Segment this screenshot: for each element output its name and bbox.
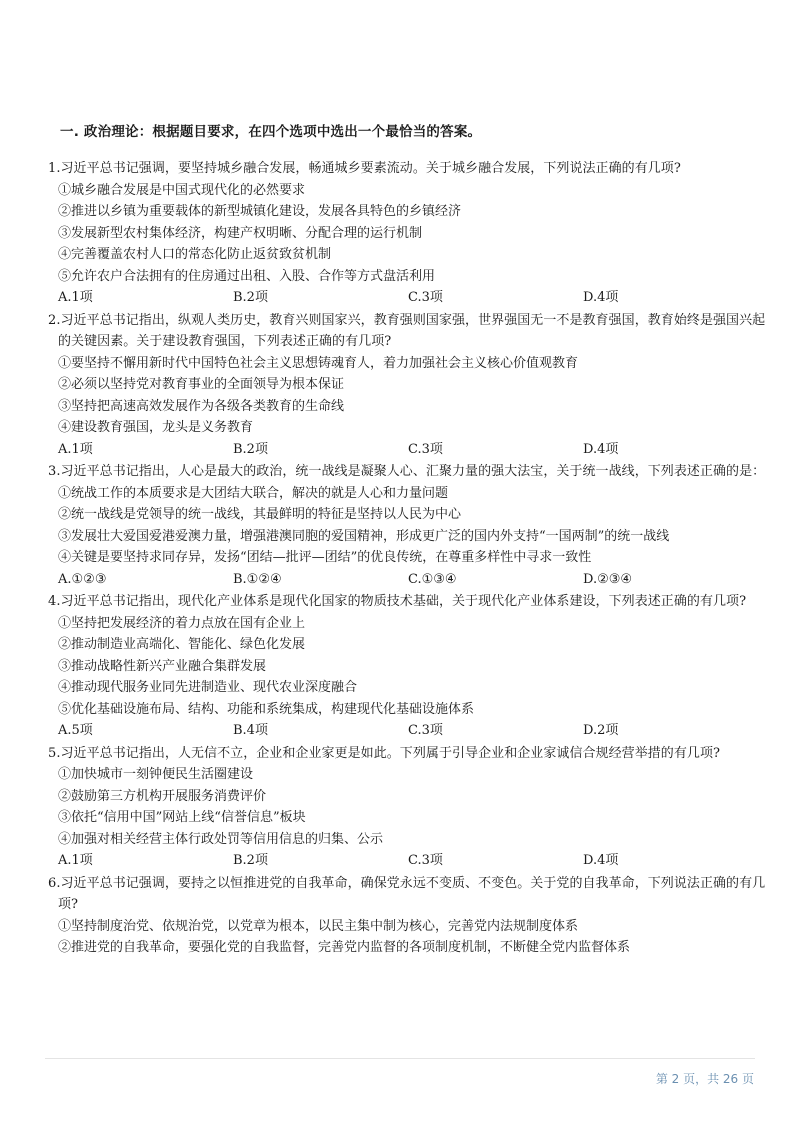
question-stem: 5.习近平总书记指出，人无信不立，企业和企业家更是如此。下列属于引导企业和企业家诚信合规经营举措的有几项? [48,745,721,761]
statement-item: ④关键是要坚持求同存异，发扬“团结—批评—团结”的优良传统，在尊重多样性中寻求一致性 [58,550,592,565]
answer-option[interactable]: D.②③④ [583,571,633,587]
question-block [48,158,768,309]
question-block [48,461,768,590]
statement-item: ③发展新型农村集体经济，构建产权明晰、分配合理的运行机制 [58,225,423,241]
answer-option[interactable]: D.4项 [583,441,619,457]
question-block [48,743,768,872]
answer-option[interactable]: C.①③④ [408,571,457,587]
question-block [48,591,768,742]
statement-item: ②推进党的自我革命，要强化党的自我监督，完善党内监督的各项制度机制，不断健全党内监督体系 [58,940,631,955]
answer-option[interactable]: A.1项 [58,853,93,868]
question-stem: 1.习近平总书记强调，要坚持城乡融合发展，畅通城乡要素流动。关于城乡融合发展，下列说法正确的有几项? [48,161,681,176]
statement-item: ①坚持制度治党、依规治党，以党章为根本，以民主集中制为核心，完善党内法规制度体系 [58,918,579,934]
statement-item: ②鼓励第三方机构开展服务消费评价 [58,788,267,804]
answer-options [48,287,768,309]
question-stem: 6.习近平总书记强调，要持之以恒推进党的自我革命，确保党永远不变质、不变色。关于党的自我革命，下列说法正确的有几项? [48,875,766,912]
answer-option[interactable]: B.2项 [233,441,268,457]
statement-item: ②推动制造业高端化、智能化、绿色化发展 [58,637,306,652]
answer-option[interactable]: D.4项 [583,853,619,868]
answer-options [48,850,768,872]
statement-item: ④加强对相关经营主体行政处罚等信用信息的归集、公示 [58,831,384,847]
answer-option[interactable]: C.3项 [408,723,443,738]
answer-option[interactable]: C.3项 [408,441,443,457]
answer-options [48,439,768,461]
question-list [48,158,768,959]
statement-item: ③坚持把高速高效发展作为各级各类教育的生命线 [58,398,345,414]
statement-item: ④建设教育强国，龙头是义务教育 [58,420,254,435]
statement-item: ④推动现代服务业同先进制造业、现代农业深度融合 [58,680,358,695]
answer-option[interactable]: A.5项 [58,723,93,738]
section-title: 一. 政治理论：根据题目要求，在四个选项中选出一个最恰当的答案。 [60,124,482,140]
answer-option[interactable]: B.①②④ [233,571,282,587]
statement-item: ③发展壮大爱国爱港爱澳力量，增强港澳同胞的爱国精神，形成更广泛的国内外支持“一国两制”的统一战线 [58,528,670,544]
answer-option[interactable]: A.1项 [58,441,93,457]
answer-options [48,569,768,591]
statement-item: ②统一战线是党领导的统一战线，其最鲜明的特征是坚持以人民为中心 [58,507,462,522]
answer-option[interactable]: B.4项 [233,723,268,738]
footer-divider [45,1058,755,1059]
answer-options [48,720,768,742]
question-block [48,873,768,959]
statement-item: ②必须以坚持党对教育事业的全面领导为根本保证 [58,377,345,392]
statement-item: ⑤允许农户合法拥有的住房通过出租、入股、合作等方式盘活利用 [58,268,436,284]
page-number: 第 2 页，共 26 页 [655,1072,754,1086]
statement-item: ①城乡融合发展是中国式现代化的必然要求 [58,182,306,198]
answer-option[interactable]: A.①②③ [58,571,107,587]
answer-option[interactable]: D.4项 [583,290,619,305]
question-block [48,310,768,461]
answer-option[interactable]: C.3项 [408,290,443,305]
statement-item: ①坚持把发展经济的着力点放在国有企业上 [58,615,306,631]
statement-item: ⑤优化基础设施布局、结构、功能和系统集成，构建现代化基础设施体系 [58,701,475,717]
statement-item: ①统战工作的本质要求是大团结大联合，解决的就是人心和力量问题 [58,485,449,501]
answer-option[interactable]: D.2项 [583,723,619,738]
answer-option[interactable]: B.2项 [233,853,268,868]
answer-option[interactable]: A.1项 [58,290,93,305]
statement-item: ④完善覆盖农村人口的常态化防止返贫致贫机制 [58,247,332,262]
answer-option[interactable]: B.2项 [233,290,268,305]
question-stem: 4.习近平总书记指出，现代化产业体系是现代化国家的物质技术基础，关于现代化产业体系建设，下列表述正确的有几项? [48,594,747,609]
answer-option[interactable]: C.3项 [408,853,443,868]
question-stem: 2.习近平总书记指出，纵观人类历史，教育兴则国家兴，教育强则国家强，世界强国无一不是教育强国，教育始终是强国兴起的关键因素。关于建设教育强国，下列表述正确的有几项? [48,312,766,349]
statement-item: ②推进以乡镇为重要载体的新型城镇化建设，发展各具特色的乡镇经济 [58,204,462,219]
statement-item: ①加快城市一刻钟便民生活圈建设 [58,767,254,782]
statement-item: ③推动战略性新兴产业融合集群发展 [58,658,267,674]
statement-item: ①要坚持不懈用新时代中国特色社会主义思想铸魂育人，着力加强社会主义核心价值观教育 [58,355,579,371]
question-stem: 3.习近平总书记指出，人心是最大的政治，统一战线是凝聚人心、汇聚力量的强大法宝，关于统一战线，下列表述正确的是： [48,464,766,479]
statement-item: ③依托“信用中国”网站上线“信誉信息”板块 [58,810,306,825]
